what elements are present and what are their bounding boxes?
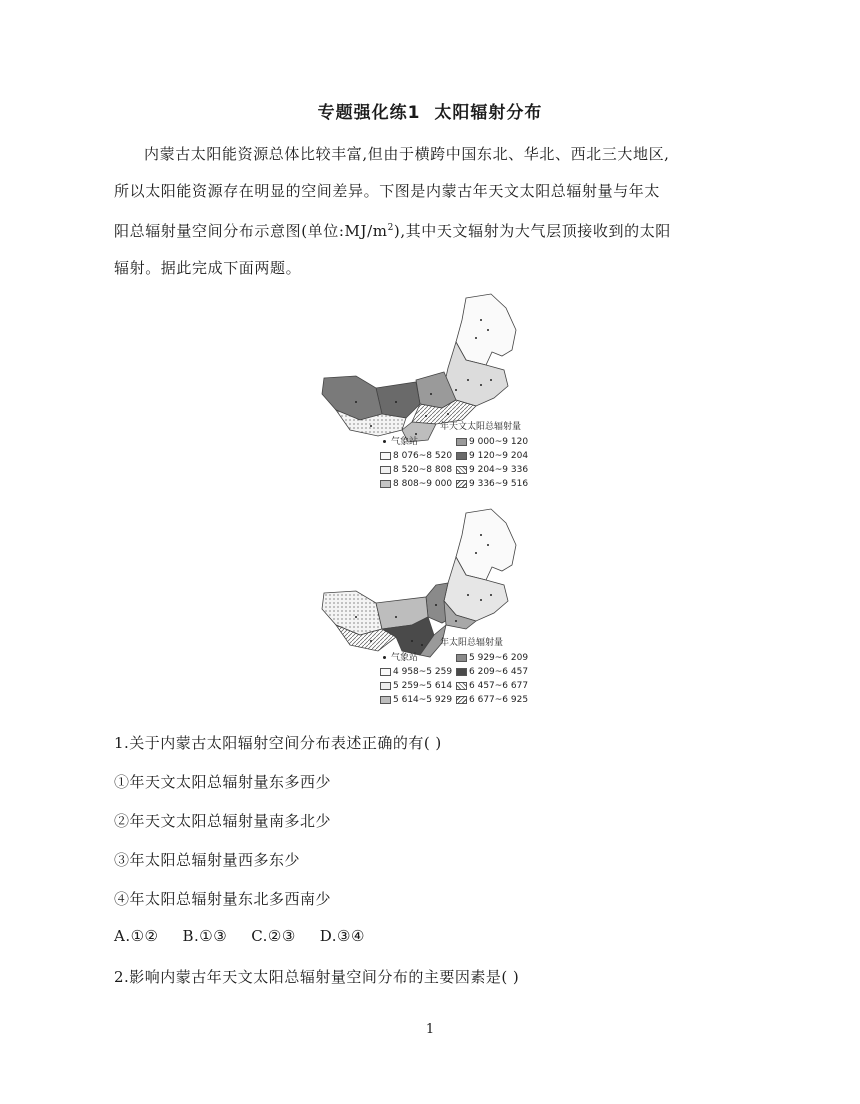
legend-swatch-icon: [380, 466, 391, 474]
map-1-class-1: 8 076~8 520: [393, 451, 453, 461]
legend-swatch-icon: [456, 438, 467, 446]
map-2-class-5: 6 209~6 457: [469, 667, 529, 677]
intro-paragraph: [114, 136, 754, 287]
map-2-class-4: 5 929~6 209: [469, 653, 529, 663]
legend-swatch-icon: [380, 452, 391, 460]
map-1-station-label: 气象站: [391, 437, 419, 447]
option-c: C.②③: [251, 927, 296, 945]
intro-line-2: 所以太阳能资源存在明显的空间差异。下图是内蒙古年天文太阳总辐射量与年太: [114, 182, 661, 200]
legend-swatch-icon: [456, 696, 467, 704]
legend-swatch-icon: [380, 668, 391, 676]
intro-line-3: [114, 210, 754, 250]
map-1-class-3: 8 808~9 000: [393, 479, 453, 489]
option-a: A.①②: [114, 927, 159, 945]
option-b: B.①③: [182, 927, 228, 945]
question-1-stem: 1.关于内蒙古太阳辐射空间分布表述正确的有( ): [114, 734, 442, 752]
question-1-item-2: ②年天文太阳总辐射量南多北少: [114, 812, 332, 830]
legend-swatch-icon: [456, 682, 467, 690]
question-1-item-4: ④年太阳总辐射量东北多西南少: [114, 890, 332, 908]
station-dot-icon: [383, 656, 386, 659]
map-1-class-5: 9 120~9 204: [469, 451, 529, 461]
map-2-class-3: 5 614~5 929: [393, 695, 453, 705]
question-1-item-3: ③年太阳总辐射量西多东少: [114, 851, 301, 869]
page-number: 1: [425, 1022, 435, 1037]
map-1-class-7: 9 336~9 516: [469, 479, 529, 489]
title-sub: 太阳辐射分布: [434, 103, 543, 123]
map-2-class-7: 6 677~6 925: [469, 695, 529, 705]
option-d: D.③④: [319, 927, 365, 945]
map-1-legend-title: 年天文太阳总辐射量: [440, 422, 522, 432]
legend-swatch-icon: [380, 480, 391, 488]
unit-superscript: 2: [387, 223, 394, 233]
title-main: 专题强化练1: [317, 103, 421, 123]
intro-line-3b: ),其中天文辐射为大气层顶接收到的太阳: [393, 222, 671, 240]
legend-swatch-icon: [380, 696, 391, 704]
map-2-legend: [380, 636, 532, 707]
map-1-legend: [380, 420, 532, 491]
map-1-class-6: 9 204~9 336: [469, 465, 529, 475]
map-2-class-6: 6 457~6 677: [469, 681, 529, 691]
map-2-station-label: 气象站: [391, 653, 419, 663]
question-1-item-1: ①年天文太阳总辐射量东多西少: [114, 773, 332, 791]
legend-swatch-icon: [456, 480, 467, 488]
intro-line-4: 辐射。据此完成下面两题。: [114, 259, 302, 277]
map-2-class-1: 4 958~5 259: [393, 667, 453, 677]
map-2-legend-title: 年太阳总辐射量: [440, 638, 504, 648]
map-1-class-4: 9 000~9 120: [469, 437, 529, 447]
legend-swatch-icon: [456, 654, 467, 662]
page-title: [0, 98, 860, 123]
question-1-options: [114, 927, 389, 945]
intro-line-3a: 阳总辐射量空间分布示意图(单位:MJ/m: [114, 222, 388, 240]
station-dot-icon: [383, 440, 386, 443]
legend-swatch-icon: [456, 668, 467, 676]
legend-swatch-icon: [380, 682, 391, 690]
intro-line-1: 内蒙古太阳能资源总体比较丰富,但由于横跨中国东北、华北、西北三大地区,: [144, 145, 670, 163]
question-2-stem: 2.影响内蒙古年天文太阳总辐射量空间分布的主要因素是( ): [114, 968, 520, 986]
legend-swatch-icon: [456, 466, 467, 474]
legend-swatch-icon: [456, 452, 467, 460]
map-1-class-2: 8 520~8 808: [393, 465, 453, 475]
map-2-class-2: 5 259~5 614: [393, 681, 453, 691]
